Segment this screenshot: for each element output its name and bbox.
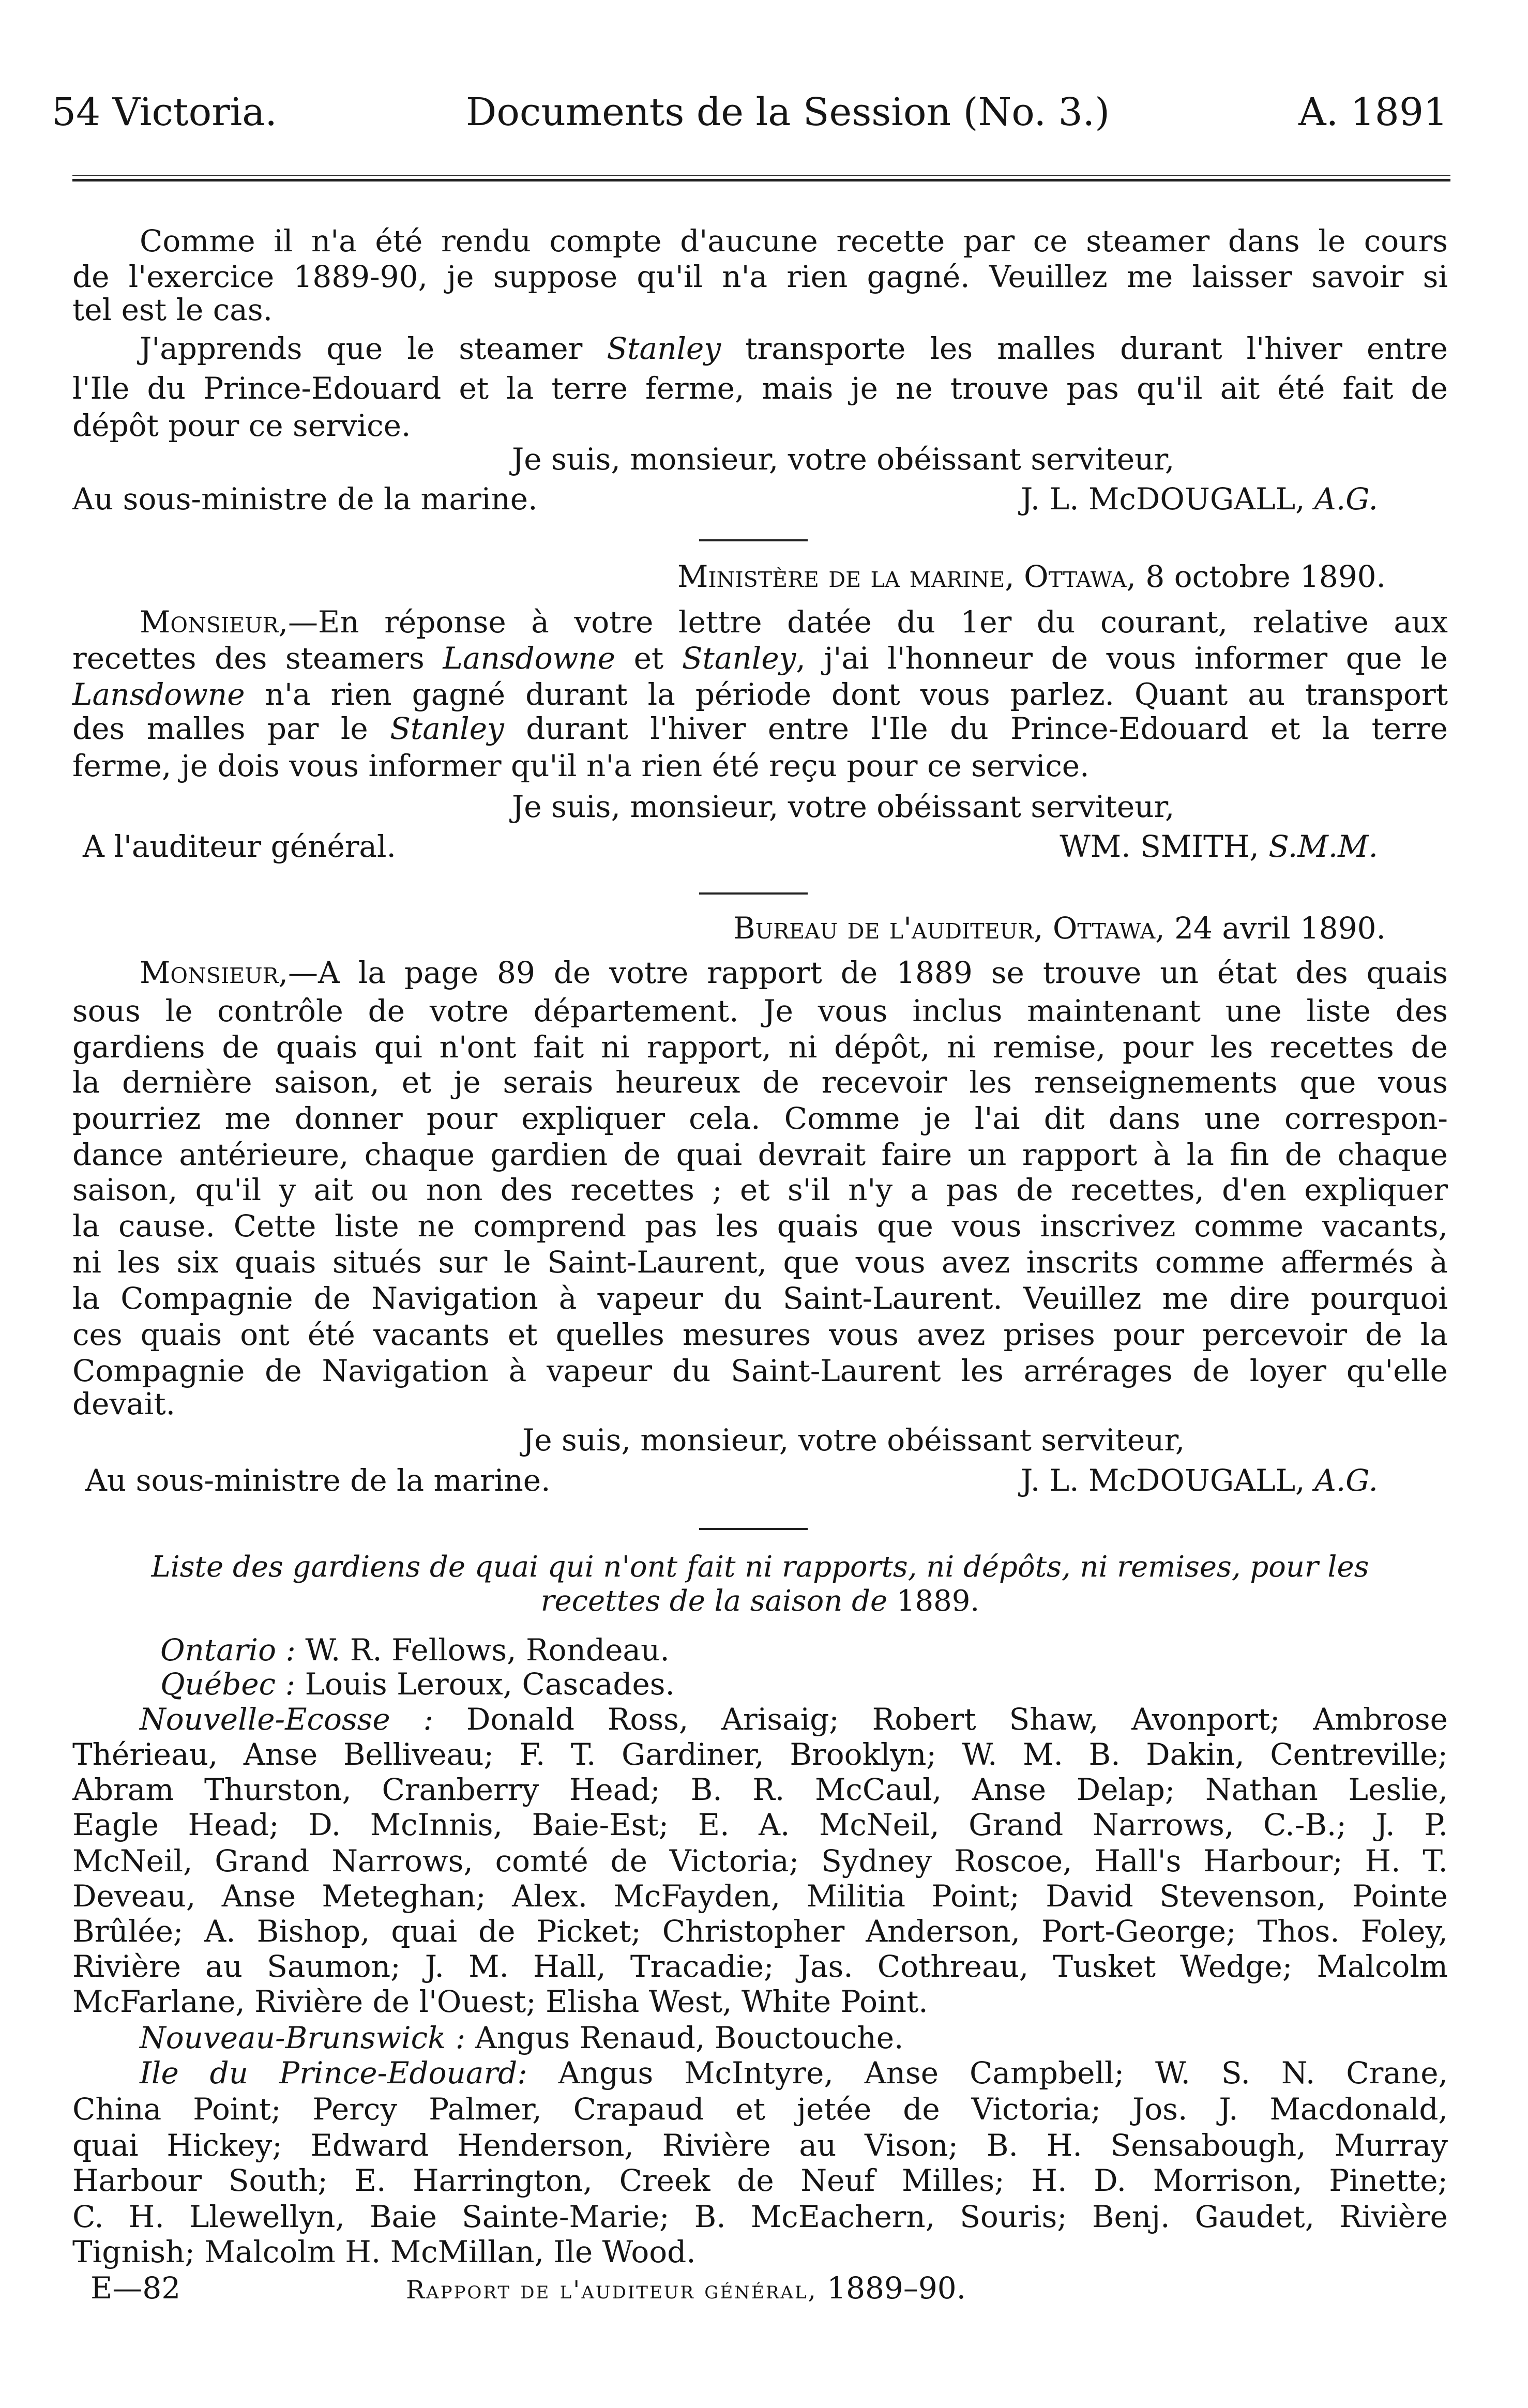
list-pei-line-4: Harbour South; E. Harrington, Creek de Neuf Milles; H. D. Morrison, Pinette; — [72, 2163, 1448, 2198]
letter2-dateline-org: Ministère de la marine, Ottawa, — [677, 559, 1136, 594]
list-pei-line-3: quai Hickey; Edward Henderson, Rivière au Vison; B. H. Sensabough, Murray — [72, 2128, 1448, 2163]
letter1-line-4-end: transporte les malles durant l'hiver entre — [721, 331, 1448, 366]
list-nova-scotia-label: Nouvelle-Ecosse : — [140, 1702, 434, 1737]
separator-rule-1 — [699, 539, 808, 541]
list-title-year: 1889. — [887, 1584, 980, 1618]
letter2-signer-name: WM. SMITH, — [1060, 829, 1259, 864]
list-nova-scotia-line-9: McFarlane, Rivière de l'Ouest; Elisha West, White Point. — [72, 1984, 928, 2019]
footer-report-title — [406, 2271, 966, 2307]
letter3-line-5: pourriez me donner pour expliquer cela. Comme je l'ai dit dans une correspon- — [72, 1101, 1448, 1136]
letter2-signer-title: S.M.M. — [1268, 829, 1378, 864]
list-title-line-2-a: recettes de la saison de — [540, 1584, 888, 1618]
letter3-line-4: la dernière saison, et je serais heureux de recevoir les renseignements que vous — [72, 1065, 1448, 1100]
list-nova-scotia-line-1-text: Donald Ross, Arisaig; Robert Shaw, Avonport; Ambrose — [433, 1702, 1448, 1737]
letter3-salutation: Monsieur, — [140, 955, 288, 990]
letter3-signer — [1021, 1463, 1378, 1497]
list-nova-scotia-line-5: McNeil, Grand Narrows, comté de Victoria; Sydney Roscoe, Hall's Harbour; H. T. — [72, 1843, 1448, 1879]
list-new-brunswick-label: Nouveau-Brunswick : — [140, 2020, 466, 2055]
letter2-line-2 — [72, 641, 1448, 675]
letter2-line-2-a: recettes des steamers — [72, 641, 443, 676]
letter2-line-4-c: durant l'hiver entre l'Ile du Prince-Edouard et la terre — [504, 711, 1448, 746]
footer-years: 1889–90. — [817, 2270, 966, 2306]
letter1-line-5: l'Ile du Prince-Edouard et la terre ferme, mais je ne trouve pas qu'il ait été fait de — [72, 371, 1448, 406]
letter3-dateline-org: Bureau de l'auditeur, Ottawa, — [733, 911, 1165, 946]
letter1-signer-name: J. L. McDOUGALL, — [1021, 481, 1305, 517]
letter1-line-4-start: J'apprends que le steamer — [140, 331, 607, 366]
list-nova-scotia-line-2: Thérieau, Anse Belliveau; F. T. Gardiner, Brooklyn; W. M. B. Dakin, Centreville; — [72, 1737, 1448, 1772]
list-nova-scotia-line-4: Eagle Head; D. McInnis, Baie-Est; E. A. McNeil, Grand Narrows, C.-B.; J. P. — [72, 1807, 1448, 1842]
list-nova-scotia-line-3: Abram Thurston, Cranberry Head; B. R. McCaul, Anse Delap; Nathan Leslie, — [72, 1772, 1448, 1807]
letter3-line-1-text: —A la page 89 de votre rapport de 1889 se trouve un état des quais — [288, 955, 1448, 990]
list-nova-scotia-line-7: Brûlée; A. Bishop, quai de Picket; Christopher Anderson, Port-George; Thos. Foley, — [72, 1914, 1448, 1949]
letter2-ship-stanley: Stanley — [682, 641, 796, 676]
letter1-signer — [1021, 482, 1378, 516]
letter3-line-1 — [140, 956, 1448, 990]
letter3-line-12: Compagnie de Navigation à vapeur du Saint-Laurent les arrérages de loyer qu'elle — [72, 1353, 1448, 1388]
letter1-ship-name: Stanley — [607, 331, 721, 366]
list-title-line-1: Liste des gardiens de quai qui n'ont fait ni rapports, ni dépôts, ni remises, pour les — [151, 1550, 1369, 1584]
list-quebec-label: Québec : — [160, 1667, 296, 1702]
list-pei-line-1 — [140, 2056, 1448, 2090]
letter2-line-3-b: n'a rien gagné durant la période dont vous parlez. Quant au transport — [245, 677, 1448, 712]
letter1-addressee: Au sous-ministre de la marine. — [72, 481, 538, 517]
letter3-line-8: la cause. Cette liste ne comprend pas les quais que vous inscrivez comme vacants, — [72, 1208, 1448, 1244]
list-title-line-2 — [72, 1584, 1448, 1618]
letter2-line-3 — [72, 677, 1448, 711]
letter2-line-4-a: des malles par le — [72, 711, 390, 746]
list-nova-scotia-line-1 — [140, 1702, 1448, 1736]
letter1-line-1: Comme il n'a été rendu compte d'aucune recette par ce steamer dans le cours — [140, 223, 1448, 259]
footer-page-number: E—82 — [90, 2270, 181, 2306]
letter2-dateline-date: 8 octobre 1890. — [1136, 559, 1386, 594]
list-pei-line-6: Tignish; Malcolm H. McMillan, Ile Wood. — [72, 2234, 696, 2269]
letter2-addressee: A l'auditeur général. — [83, 829, 396, 864]
list-pei-line-5: C. H. Llewellyn, Baie Sainte-Marie; B. McEachern, Souris; Benj. Gaudet, Rivière — [72, 2199, 1448, 2234]
letter3-dateline — [72, 911, 1386, 945]
list-ontario-text: W. R. Fellows, Rondeau. — [295, 1632, 670, 1668]
letter3-closing: Je suis, monsieur, votre obéissant serviteur, — [522, 1422, 1185, 1458]
letter1-line-6: dépôt pour ce service. — [72, 408, 411, 443]
letter2-ship-lansdowne: Lansdowne — [443, 641, 615, 676]
letter2-line-1-text: —En réponse à votre lettre datée du 1er du courant, relative aux — [288, 604, 1448, 640]
letter1-signer-title: A.G. — [1314, 481, 1378, 517]
letter3-addressee: Au sous-ministre de la marine. — [85, 1463, 551, 1498]
list-quebec-text: Louis Leroux, Cascades. — [295, 1667, 675, 1702]
letter2-signer — [1060, 829, 1378, 864]
running-header — [52, 90, 1448, 134]
list-quebec — [160, 1667, 1448, 1701]
letter3-line-3: gardiens de quais qui n'ont fait ni rapport, ni dépôt, ni remise, pour les recettes de — [72, 1029, 1448, 1065]
letter3-line-13: devait. — [72, 1386, 176, 1421]
letter3-line-2: sous le contrôle de votre département. Je vous inclus maintenant une liste des — [72, 993, 1448, 1028]
letter1-line-4 — [140, 331, 1448, 366]
header-year: A. 1891 — [1298, 90, 1448, 134]
list-nova-scotia-line-8: Rivière au Saumon; J. M. Hall, Tracadie; Jas. Cothreau, Tusket Wedge; Malcolm — [72, 1949, 1448, 1984]
header-rule-bottom — [72, 179, 1450, 181]
list-new-brunswick-text: Angus Renaud, Bouctouche. — [465, 2020, 904, 2055]
separator-rule-2 — [699, 892, 808, 895]
letter3-line-9: ni les six quais situés sur le Saint-Laurent, que vous avez inscrits comme affermés à — [72, 1245, 1448, 1280]
letter3-line-7: saison, qu'il y ait ou non des recettes ; et s'il n'y a pas de recettes, d'en expliquer — [72, 1172, 1448, 1207]
header-title: Documents de la Session (No. 3.) — [466, 90, 1110, 134]
letter3-line-10: la Compagnie de Navigation à vapeur du Saint-Laurent. Veuillez me dire pourquoi — [72, 1281, 1448, 1316]
letter2-ship-lansdowne-2: Lansdowne — [72, 677, 245, 712]
list-ontario-label: Ontario : — [160, 1632, 296, 1668]
letter2-line-2-c: , j'ai l'honneur de vous informer que le — [796, 641, 1448, 676]
letter2-salutation: Monsieur, — [140, 604, 288, 640]
letter2-line-1 — [140, 605, 1448, 639]
letter2-line-4 — [72, 711, 1448, 746]
list-pei-label: Ile du Prince-Edouard: — [140, 2055, 527, 2091]
letter3-line-6: dance antérieure, chaque gardien de quai devrait faire un rapport à la fin de chaque — [72, 1137, 1448, 1172]
letter2-line-5: ferme, je dois vous informer qu'il n'a rien été reçu pour ce service. — [72, 748, 1090, 783]
letter2-line-2-b: et — [615, 641, 682, 676]
letter1-closing: Je suis, monsieur, votre obéissant serviteur, — [512, 442, 1175, 477]
letter3-signer-name: J. L. McDOUGALL, — [1021, 1463, 1305, 1498]
header-rule-top — [72, 175, 1450, 176]
list-ontario — [160, 1633, 1448, 1667]
letter2-closing: Je suis, monsieur, votre obéissant serviteur, — [512, 789, 1175, 824]
footer-title-text: Rapport de l'auditeur général, — [406, 2276, 818, 2305]
separator-rule-3 — [699, 1528, 808, 1530]
letter2-ship-stanley-2: Stanley — [390, 711, 504, 746]
letter1-line-3: tel est le cas. — [72, 292, 273, 327]
list-pei-line-2: China Point; Percy Palmer, Crapaud et jetée de Victoria; Jos. J. Macdonald, — [72, 2092, 1448, 2127]
letter2-dateline — [72, 559, 1386, 594]
letter3-dateline-date: 24 avril 1890. — [1164, 911, 1386, 946]
header-session: 54 Victoria. — [52, 90, 277, 134]
list-nova-scotia-line-6: Deveau, Anse Meteghan; Alex. McFayden, Militia Point; David Stevenson, Pointe — [72, 1879, 1448, 1914]
list-pei-line-1-text: Angus McIntyre, Anse Campbell; W. S. N. Crane, — [527, 2055, 1448, 2091]
list-new-brunswick — [140, 2021, 1448, 2055]
letter1-line-2: de l'exercice 1889-90, je suppose qu'il n'a rien gagné. Veuillez me laisser savoir si — [72, 259, 1448, 294]
letter3-signer-title: A.G. — [1314, 1463, 1378, 1498]
letter3-line-11: ces quais ont été vacants et quelles mesures vous avez prises pour percevoir de la — [72, 1317, 1448, 1352]
